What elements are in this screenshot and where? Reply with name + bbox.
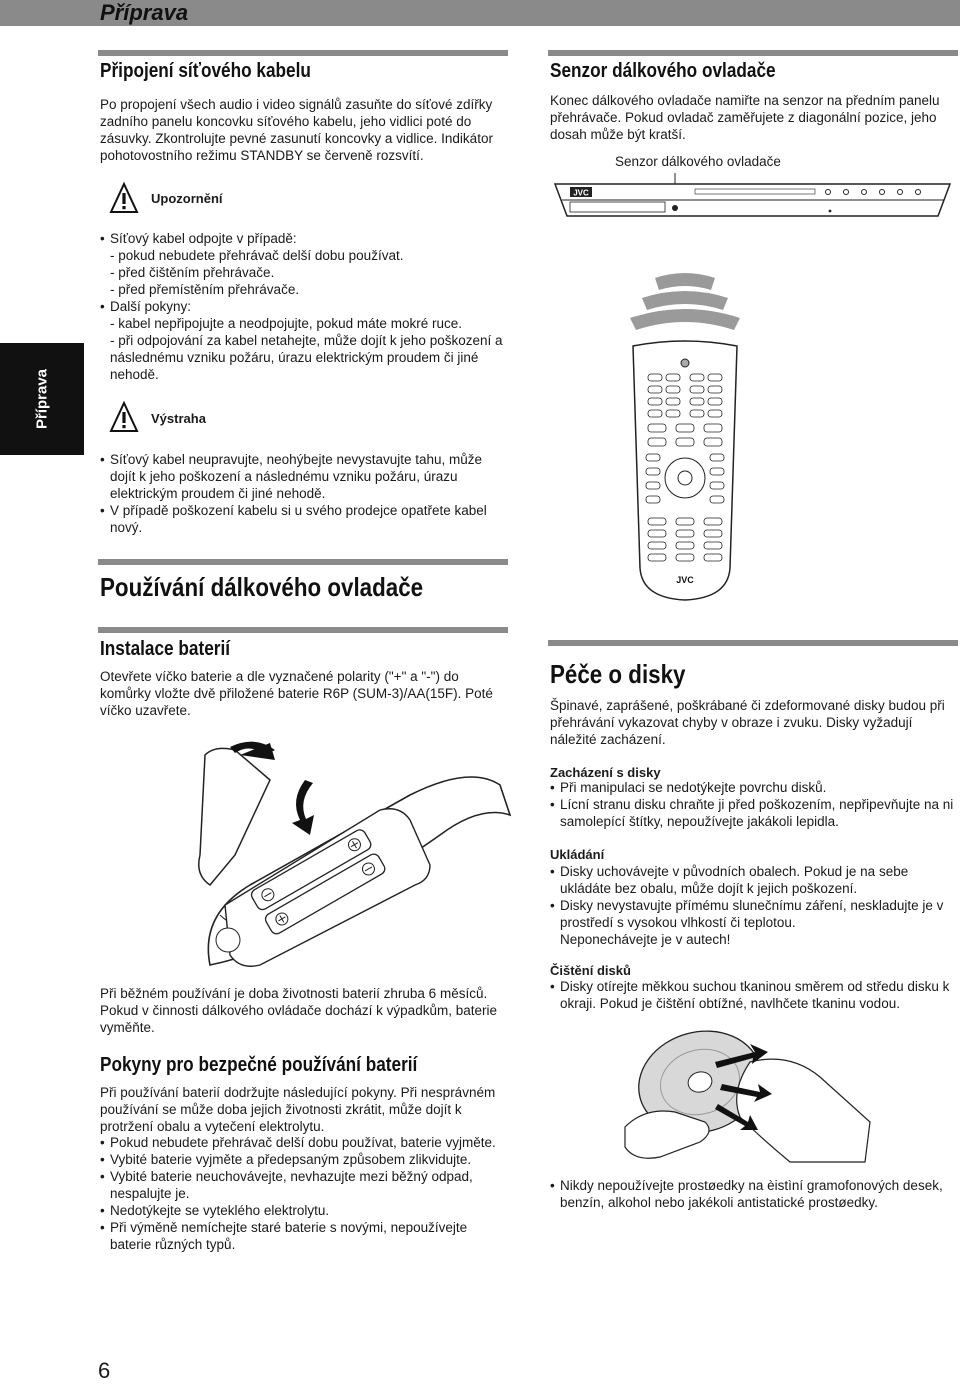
sensor-title: Senzor dálkového ovladače — [550, 60, 776, 82]
list-item: • Síťový kabel neupravujte, neohýbejte nevystavujte tahu, může dojít k jeho poškození a následnému vzniku požáru, úrazu elektrickým proudem či jiné nehodě. — [100, 451, 510, 502]
batteries-text: Otevřete víčko baterie a dle vyznačené polarity ("+" a "-") do komůrky vložte dvě přiložené baterie R6P (SUM-3)/AA(15F). Poté víčko uzavřete. — [100, 669, 493, 718]
sensor-text: Konec dálkového ovladače namiřte na senzor na předním panelu přehrávače. Pokud ovladač zaměřujete z diagonální pozice, jeho dosah může být kratší. — [550, 93, 940, 142]
list-item: • V případě poškození kabelu si u svého prodejce opatřete kabel nový. — [100, 502, 510, 536]
remote-brand: JVC — [676, 575, 694, 585]
list-item: • Disky nevystavujte přímému slunečnímu záření, neskladujte je v prostředí s vysokou vlhkostí či teplotou. — [550, 897, 958, 931]
handling-list — [550, 779, 958, 830]
list-item: - při odpojování za kabel netahejte, může dojít k jeho poškození a následnému vzniku požáru, úrazu elektrickým proudem či jiné nehodě. — [110, 333, 503, 382]
handling-title: Zacházení s disky — [550, 765, 661, 780]
warning-icon — [110, 402, 138, 432]
list-item: • Další pokyny: — [100, 298, 510, 315]
side-tab — [0, 343, 84, 455]
section-rule — [98, 50, 508, 56]
safety-intro: Při používání baterií dodržujte následující pokyny. Při nesprávném používání se může doba jejich životnosti zkrátit, může dojít k protržení obalu a vytečení elektrolytu. — [100, 1085, 496, 1134]
list-item: • Při manipulaci se nedotýkejte povrchu disků. — [550, 779, 958, 796]
power-title: Připojení síťového kabelu — [100, 60, 311, 82]
list-item: Neponechávejte je v autech! — [560, 932, 731, 947]
caution-icon — [110, 183, 138, 213]
side-tab-label: Příprava — [33, 368, 51, 430]
disc-note-list — [550, 1177, 958, 1211]
list-item: • Disky uchovávejte v původních obalech. Pokud je na sebe ukládáte bez obalu, může dojít k jejich poškození. — [550, 863, 958, 897]
list-item: - před přemístěním přehrávače. — [110, 282, 300, 297]
list-item: • Lícní stranu disku chraňte ji před poškozením, nepřipevňujte na ni samolepící štítky, nepoužívejte jakákoli lepidla. — [550, 796, 958, 830]
remote-use-title: Používání dálkového ovladače — [100, 572, 424, 602]
list-item: • Nedotýkejte se vyteklého elektrolytu. — [100, 1202, 510, 1219]
list-item: • Síťový kabel odpojte v případě: — [100, 230, 510, 247]
list-item: • Pokud nebudete přehrávač delší dobu používat, baterie vyjměte. — [100, 1134, 510, 1151]
storage-title: Ukládání — [550, 847, 605, 862]
disc-cleaning-illustration — [620, 1022, 880, 1167]
batteries-life-text: Při běžném používání je doba životnosti baterií zhruba 6 měsíců. Pokud v činnosti dálkového ovládače dochází k výpadkům, baterie vyměňte. — [100, 986, 497, 1035]
safety-list — [100, 1134, 510, 1253]
section-rule — [98, 627, 508, 633]
sensor-figure-label: Senzor dálkového ovladače — [615, 154, 781, 169]
warning-title: Výstraha — [151, 411, 206, 426]
warning-list — [100, 451, 510, 536]
cleaning-title: Čištění disků — [550, 963, 631, 978]
safety-title: Pokyny pro bezpečné používání baterií — [100, 1054, 418, 1076]
section-rule — [98, 559, 508, 565]
list-item: • Při výměně nemíchejte staré baterie s novými, nepoužívejte baterie různých typů. — [100, 1219, 510, 1253]
section-rule — [548, 640, 958, 646]
cleaning-list — [550, 978, 958, 1012]
discs-title: Péče o disky — [550, 659, 686, 689]
page-number: 6 — [98, 1358, 111, 1383]
discs-intro: Špinavé, zaprášené, poškrábané či zdeformované disky budou při přehrávání vykazovat chyby v obraze i zvuku. Disky vyžadují náležité zacházení. — [550, 698, 945, 747]
list-item: - před čištěním přehrávače. — [110, 265, 275, 280]
list-item: - pokud nebudete přehrávač delší dobu používat. — [110, 248, 404, 263]
list-item: • Vybité baterie neuchovávejte, nevhazujte mezi běžný odpad, nespalujte je. — [100, 1168, 510, 1202]
header-title: Příprava — [100, 0, 189, 25]
player-brand: JVC — [573, 188, 589, 198]
list-item: • Vybité baterie vyjměte a předepsaným způsobem zlikvidujte. — [100, 1151, 510, 1168]
storage-list — [550, 863, 958, 948]
caution-list — [100, 230, 510, 383]
remote-sensor-illustration — [550, 168, 960, 613]
battery-illustration — [180, 735, 510, 970]
section-rule — [548, 50, 958, 56]
batteries-title: Instalace baterií — [100, 638, 231, 660]
list-item: • Disky otírejte měkkou suchou tkaninou směrem od středu disku k okraji. Pokud je čištění obtížné, navlhčete tkaninu vodou. — [550, 978, 958, 1012]
power-text: Po propojení všech audio i video signálů zasuňte do síťové zdířky zadního panelu koncovku síťového kabelu, jeho vidlici poté do zásuvky. Zkontrolujte pevné zasunutí koncovky a vidlice. Indikátor pohotovostního režimu STANDBY se červeně rozsvítí. — [100, 97, 493, 163]
caution-title: Upozornění — [151, 191, 223, 206]
list-item: • Nikdy nepoužívejte prostøedky na èistìní gramofonových desek, benzín, alkohol nebo jakékoli antistatické prostøedky. — [550, 1177, 958, 1211]
list-item: - kabel nepřipojujte a neodpojujte, pokud máte mokré ruce. — [110, 316, 462, 331]
